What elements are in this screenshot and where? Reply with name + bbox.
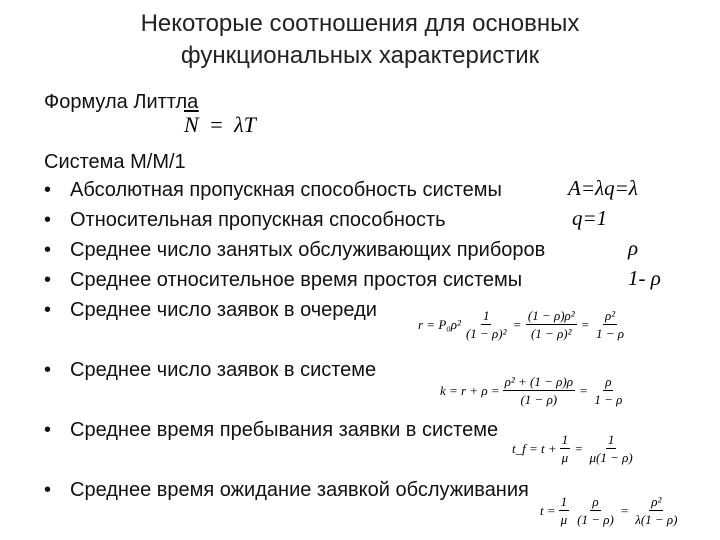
list-item-value: A=λq=λ [568,176,638,200]
list-item-label: Относительная пропускная способность [70,209,446,231]
page-title [60,8,660,72]
fraction-denominator: λ(1 − ρ) [635,512,678,527]
fraction-numerator: ρ² [604,308,616,323]
fraction [633,494,679,527]
fraction [559,494,570,527]
fraction-denominator: 1 − ρ [596,326,625,341]
fraction-numerator: 1 [560,494,568,509]
list-item-value: q=1 [572,206,608,230]
fraction [588,432,635,465]
formula-lhs: t_f = t + [512,440,557,456]
list-item-label: Среднее число заявок в очереди [70,299,377,321]
bullet-marker: • [44,479,52,501]
fraction-numerator: ρ² + (1 − ρ)ρ [504,374,573,389]
fraction-denominator: (1 − ρ)² [465,326,507,341]
little-formula-lhs: $\overline{N}$ [184,112,199,137]
system-count-formula: k = r + ρ = $\frac{\text{ρ² + (1 − ρ)ρ}}{(1 - \rho)}$ = $\frac{\rho}{1 - \rho}$ [440,374,623,407]
bullet-marker: • [44,179,52,201]
system-heading: Система М/М/1 [44,151,186,173]
bullet-marker: • [44,299,52,321]
bullet-marker: • [44,239,52,261]
fraction [592,374,624,407]
fraction [575,494,616,527]
queue-length-formula: r = P₀ρ² $\frac{1}{\text{(1 − ρ)²}}$ = $\frac{\text{(1 − ρ)ρ²}}{\text{(1 − ρ)²}}$ = $\frac{\text{ρ²}}{1 - \rho}$ [418,308,625,341]
list-item-value: ρ [628,236,639,260]
fraction-denominator: (1 − ρ)² [530,326,572,341]
little-formula-eq: = [210,112,223,137]
list-item-label: Среднее число заявок в системе [70,359,377,381]
title-line-1: Некоторые соотношения для основных [140,10,580,37]
list-item-label: Среднее время пребывания заявки в системе [70,419,499,441]
little-formula-rhs: λT [234,112,256,137]
formula-lhs: t = [540,502,556,518]
fraction [464,308,509,341]
bullet-marker: • [44,419,52,441]
list-item-label: Среднее число занятых обслуживающих приборов [70,239,546,261]
fraction-numerator: 1 [561,432,569,447]
fraction-numerator: 1 [607,432,615,447]
fraction-numerator: 1 [482,308,490,323]
fraction-denominator: μ [561,450,569,465]
fraction-numerator: ρ [592,494,599,509]
fraction-numerator: ρ [605,374,612,389]
fraction [560,432,571,465]
fraction-denominator: μ(1 − ρ) [589,450,633,465]
fraction-denominator: μ [560,512,568,527]
formula-lhs: k = r + ρ = [440,382,500,398]
fraction [503,374,575,407]
little-formula [184,112,256,138]
fraction-denominator: 1 − ρ [594,392,623,407]
fraction-denominator: (1 − ρ) [577,512,614,527]
list-item-value: 1- ρ [628,266,661,290]
formula-lhs: r = P₀ρ² [418,316,461,332]
fraction-denominator: (1 − ρ) [520,392,558,407]
bullet-marker: • [44,269,52,291]
bullet-marker: • [44,209,52,231]
fraction [526,308,577,341]
bullet-marker: • [44,359,52,381]
waiting-time-formula: t = $\frac{1}{\mu}$ $\frac{\rho}{(1 - \rho)}$ = $\frac{\text{ρ²}}{\lambda(1 - \rho)}$ [540,494,678,527]
title-line-2: функциональных характеристик [180,42,540,69]
list-item-label: Абсолютная пропускная способность системы [70,179,502,201]
fraction-numerator: ρ² [651,494,662,509]
fraction [594,308,626,341]
fraction-numerator: (1 − ρ)ρ² [527,308,575,323]
sojourn-time-formula: t_f = t + $\frac{1}{\mu}$ = $\frac{1}{\mu(1 - \rho)}$ [512,432,633,465]
list-item-label: Среднее относительное время простоя системы [70,269,523,291]
little-heading: Формула Литтла [44,91,199,113]
list-item-label: Среднее время ожидание заявкой обслуживания [70,479,529,501]
